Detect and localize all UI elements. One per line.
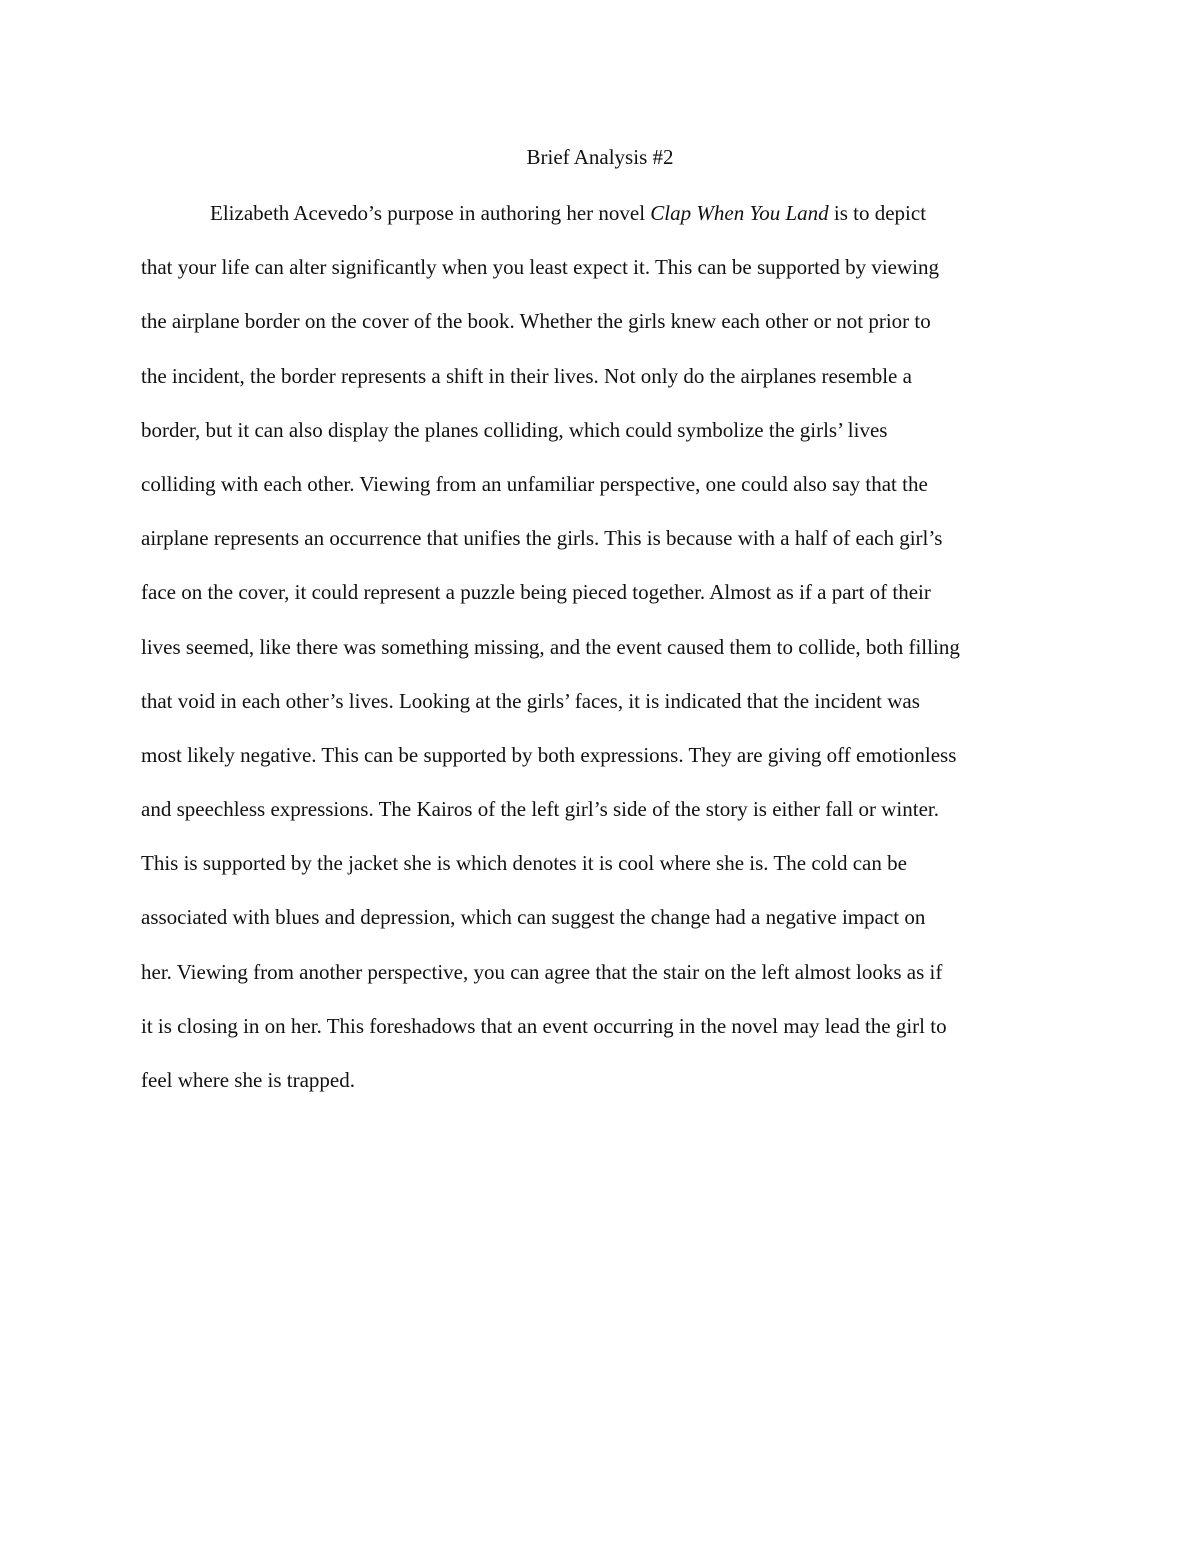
document-title: Brief Analysis #2 — [526, 145, 674, 169]
paragraph-line: the incident, the border represents a shift in their lives. Not only do the airplanes resemble a — [141, 363, 912, 388]
paragraph-line: it is closing in on her. This foreshadows that an event occurring in the novel may lead the girl to — [141, 1013, 947, 1038]
paragraph-line: face on the cover, it could represent a puzzle being pieced together. Almost as if a part of their — [141, 580, 931, 605]
paragraph-line: airplane represents an occurrence that unifies the girls. This is because with a half of each girl’s — [141, 526, 943, 551]
paragraph-line: the airplane border on the cover of the book. Whether the girls knew each other or not prior to — [141, 309, 931, 334]
first-line-text: Elizabeth Acevedo’s purpose in authoring her novel — [210, 201, 651, 225]
paragraph-line: most likely negative. This can be supported by both expressions. They are giving off emotionless — [141, 742, 957, 767]
first-line-text-end: is to depict — [828, 201, 927, 225]
body-paragraph — [141, 186, 1066, 1107]
paragraph-line: associated with blues and depression, which can suggest the change had a negative impact on — [141, 905, 926, 930]
paragraph-line: that your life can alter significantly when you least expect it. This can be supported by viewing — [141, 255, 939, 280]
paragraph-line: colliding with each other. Viewing from an unfamiliar perspective, one could also say that the — [141, 471, 928, 496]
book-title: Clap When You Land — [650, 201, 829, 225]
paragraph-line: feel where she is trapped. — [141, 1068, 355, 1092]
paragraph-line: border, but it can also display the planes colliding, which could symbolize the girls’ lives — [141, 417, 888, 442]
paragraph-line — [141, 186, 1066, 240]
paragraph-line: and speechless expressions. The Kairos of the left girl’s side of the story is either fall or winter. — [141, 797, 939, 822]
paragraph-line: This is supported by the jacket she is which denotes it is cool where she is. The cold can be — [141, 851, 907, 876]
paragraph-line: her. Viewing from another perspective, you can agree that the stair on the left almost looks as if — [141, 959, 943, 984]
paragraph-line: lives seemed, like there was something missing, and the event caused them to collide, both filling — [141, 634, 960, 659]
paragraph-line: that void in each other’s lives. Looking at the girls’ faces, it is indicated that the incident was — [141, 688, 920, 713]
